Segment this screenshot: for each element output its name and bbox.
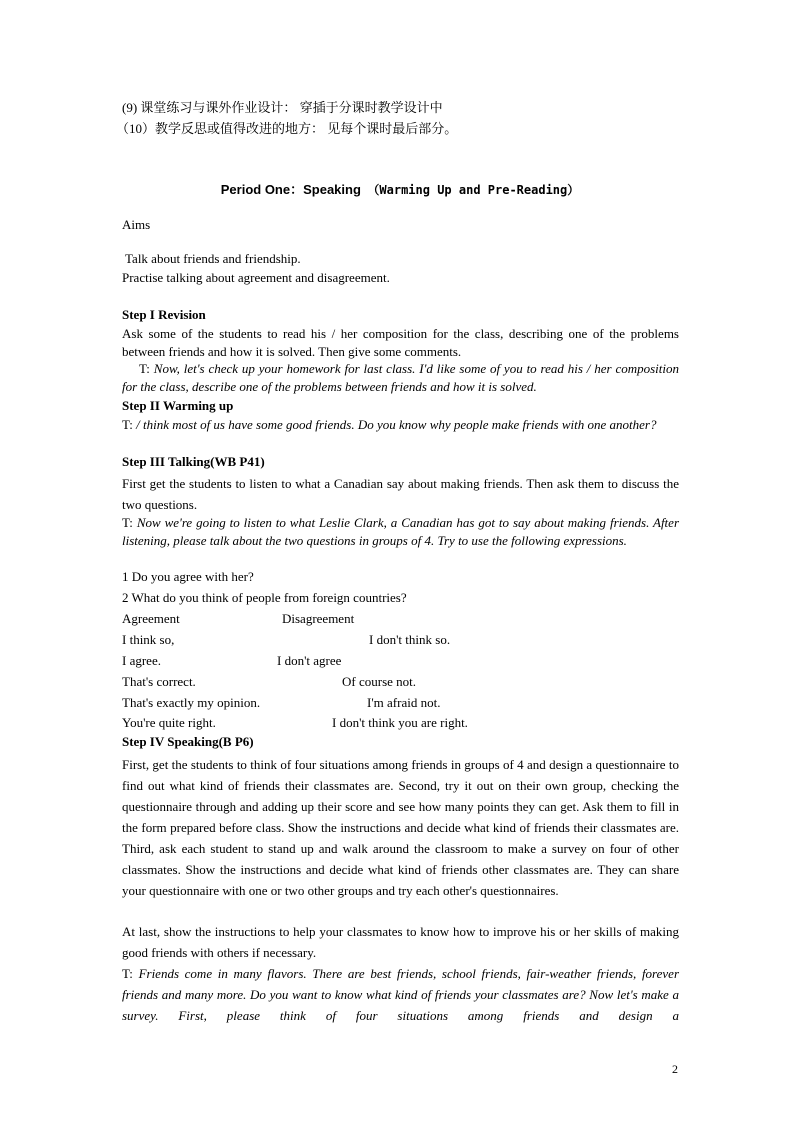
- aims-heading: Aims: [122, 217, 151, 232]
- header-line-9: (9) 课堂练习与课外作业设计： 穿插于分课时教学设计中: [122, 100, 443, 115]
- step2-heading: Step II Warming up: [122, 398, 234, 413]
- table-cell-disagree: I'm afraid not.: [367, 695, 441, 710]
- period-title-sub: （Warming Up and Pre-Reading）: [367, 183, 580, 197]
- aims-item: Talk about friends and friendship.: [122, 251, 301, 266]
- step1-teacher: [122, 360, 679, 396]
- aims-item: Practise talking about agreement and disagreement.: [122, 270, 390, 285]
- table-cell-agree: You're quite right.: [122, 715, 216, 730]
- step1-body: Ask some of the students to read his / her composition for the class, describing one of the problems between friends and how it is solved. Then give some comments.: [122, 326, 679, 359]
- step4-body2: At last, show the instructions to help your classmates to know how to improve his or her skills of making good friends with others if necessary.: [122, 924, 679, 960]
- period-title-main: Period One：Speaking: [220, 182, 361, 197]
- step3-body: First get the students to listen to what a Canadian say about making friends. Then ask them to discuss the two questions.: [122, 476, 679, 512]
- teacher-prefix: T:: [122, 966, 139, 981]
- table-cell-disagree: I don't agree: [277, 653, 342, 668]
- step3-teacher: [122, 514, 679, 550]
- teacher-speech: Friends come in many flavors. There are best friends, school friends, fair-weather friends, forever friends and many more. Do you want to know what kind of friends your classmates are? Now let's make a survey. First, please think of four situations among friends and design a: [122, 966, 680, 1023]
- step3-heading: Step III Talking(WB P41): [122, 454, 265, 469]
- table-cell-agree: I think so,: [122, 632, 175, 647]
- period-title: [0, 179, 800, 198]
- table-cell-agree: That's correct.: [122, 674, 196, 689]
- step4-body: First, get the students to think of four situations among friends in groups of 4 and design a questionnaire to find out what kind of friends their classmates are. Second, try it out on their own group, checking the questionnaire through and adding up their score and see how many points they can get. Ask them to fill in the form prepared before class. Show the instructions and decide what kind of friends their classmates are. Third, ask each student to stand up and walk around the classroom to make a survey on four of other classmates. Show the instructions and decide what kind of friends other classmates are. They can share your questionnaire with one or two other groups and try each other's questionnaires.: [122, 757, 679, 898]
- teacher-speech: Now, let's check up your homework for last class. I'd like some of you to read his / her composition for the class, describe one of the problems between friends and how it is solved.: [122, 361, 680, 394]
- table-header-disagreement: Disagreement: [282, 611, 355, 626]
- step3-question: 1 Do you agree with her?: [122, 569, 254, 584]
- header-line-10: （10）教学反思或值得改进的地方： 见每个课时最后部分。: [116, 121, 458, 136]
- teacher-prefix: T:: [139, 361, 154, 376]
- table-cell-disagree: Of course not.: [342, 674, 417, 689]
- teacher-speech: Now we're going to listen to what Leslie Clark, a Canadian has got to say about making friends. After listening, please talk about the two questions in groups of 4. Try to use the following expressions.: [122, 515, 680, 548]
- teacher-speech: / think most of us have some good friends. Do you know why people make friends with one another?: [136, 417, 657, 432]
- table-cell-disagree: I don't think so.: [369, 632, 451, 647]
- table-header-agreement: Agreement: [122, 611, 180, 626]
- step1-heading: Step I Revision: [122, 307, 206, 322]
- step2-teacher: [122, 416, 679, 434]
- teacher-prefix: T:: [122, 515, 137, 530]
- table-cell-disagree: I don't think you are right.: [332, 715, 468, 730]
- table-cell-agree: That's exactly my opinion.: [122, 695, 261, 710]
- step4-teacher: [122, 963, 679, 1026]
- table-cell-agree: I agree.: [122, 653, 161, 668]
- page-number: 2: [672, 1062, 678, 1076]
- teacher-prefix: T:: [122, 417, 137, 432]
- step3-question: 2 What do you think of people from foreign countries?: [122, 590, 407, 605]
- step4-heading: Step IV Speaking(B P6): [122, 734, 254, 749]
